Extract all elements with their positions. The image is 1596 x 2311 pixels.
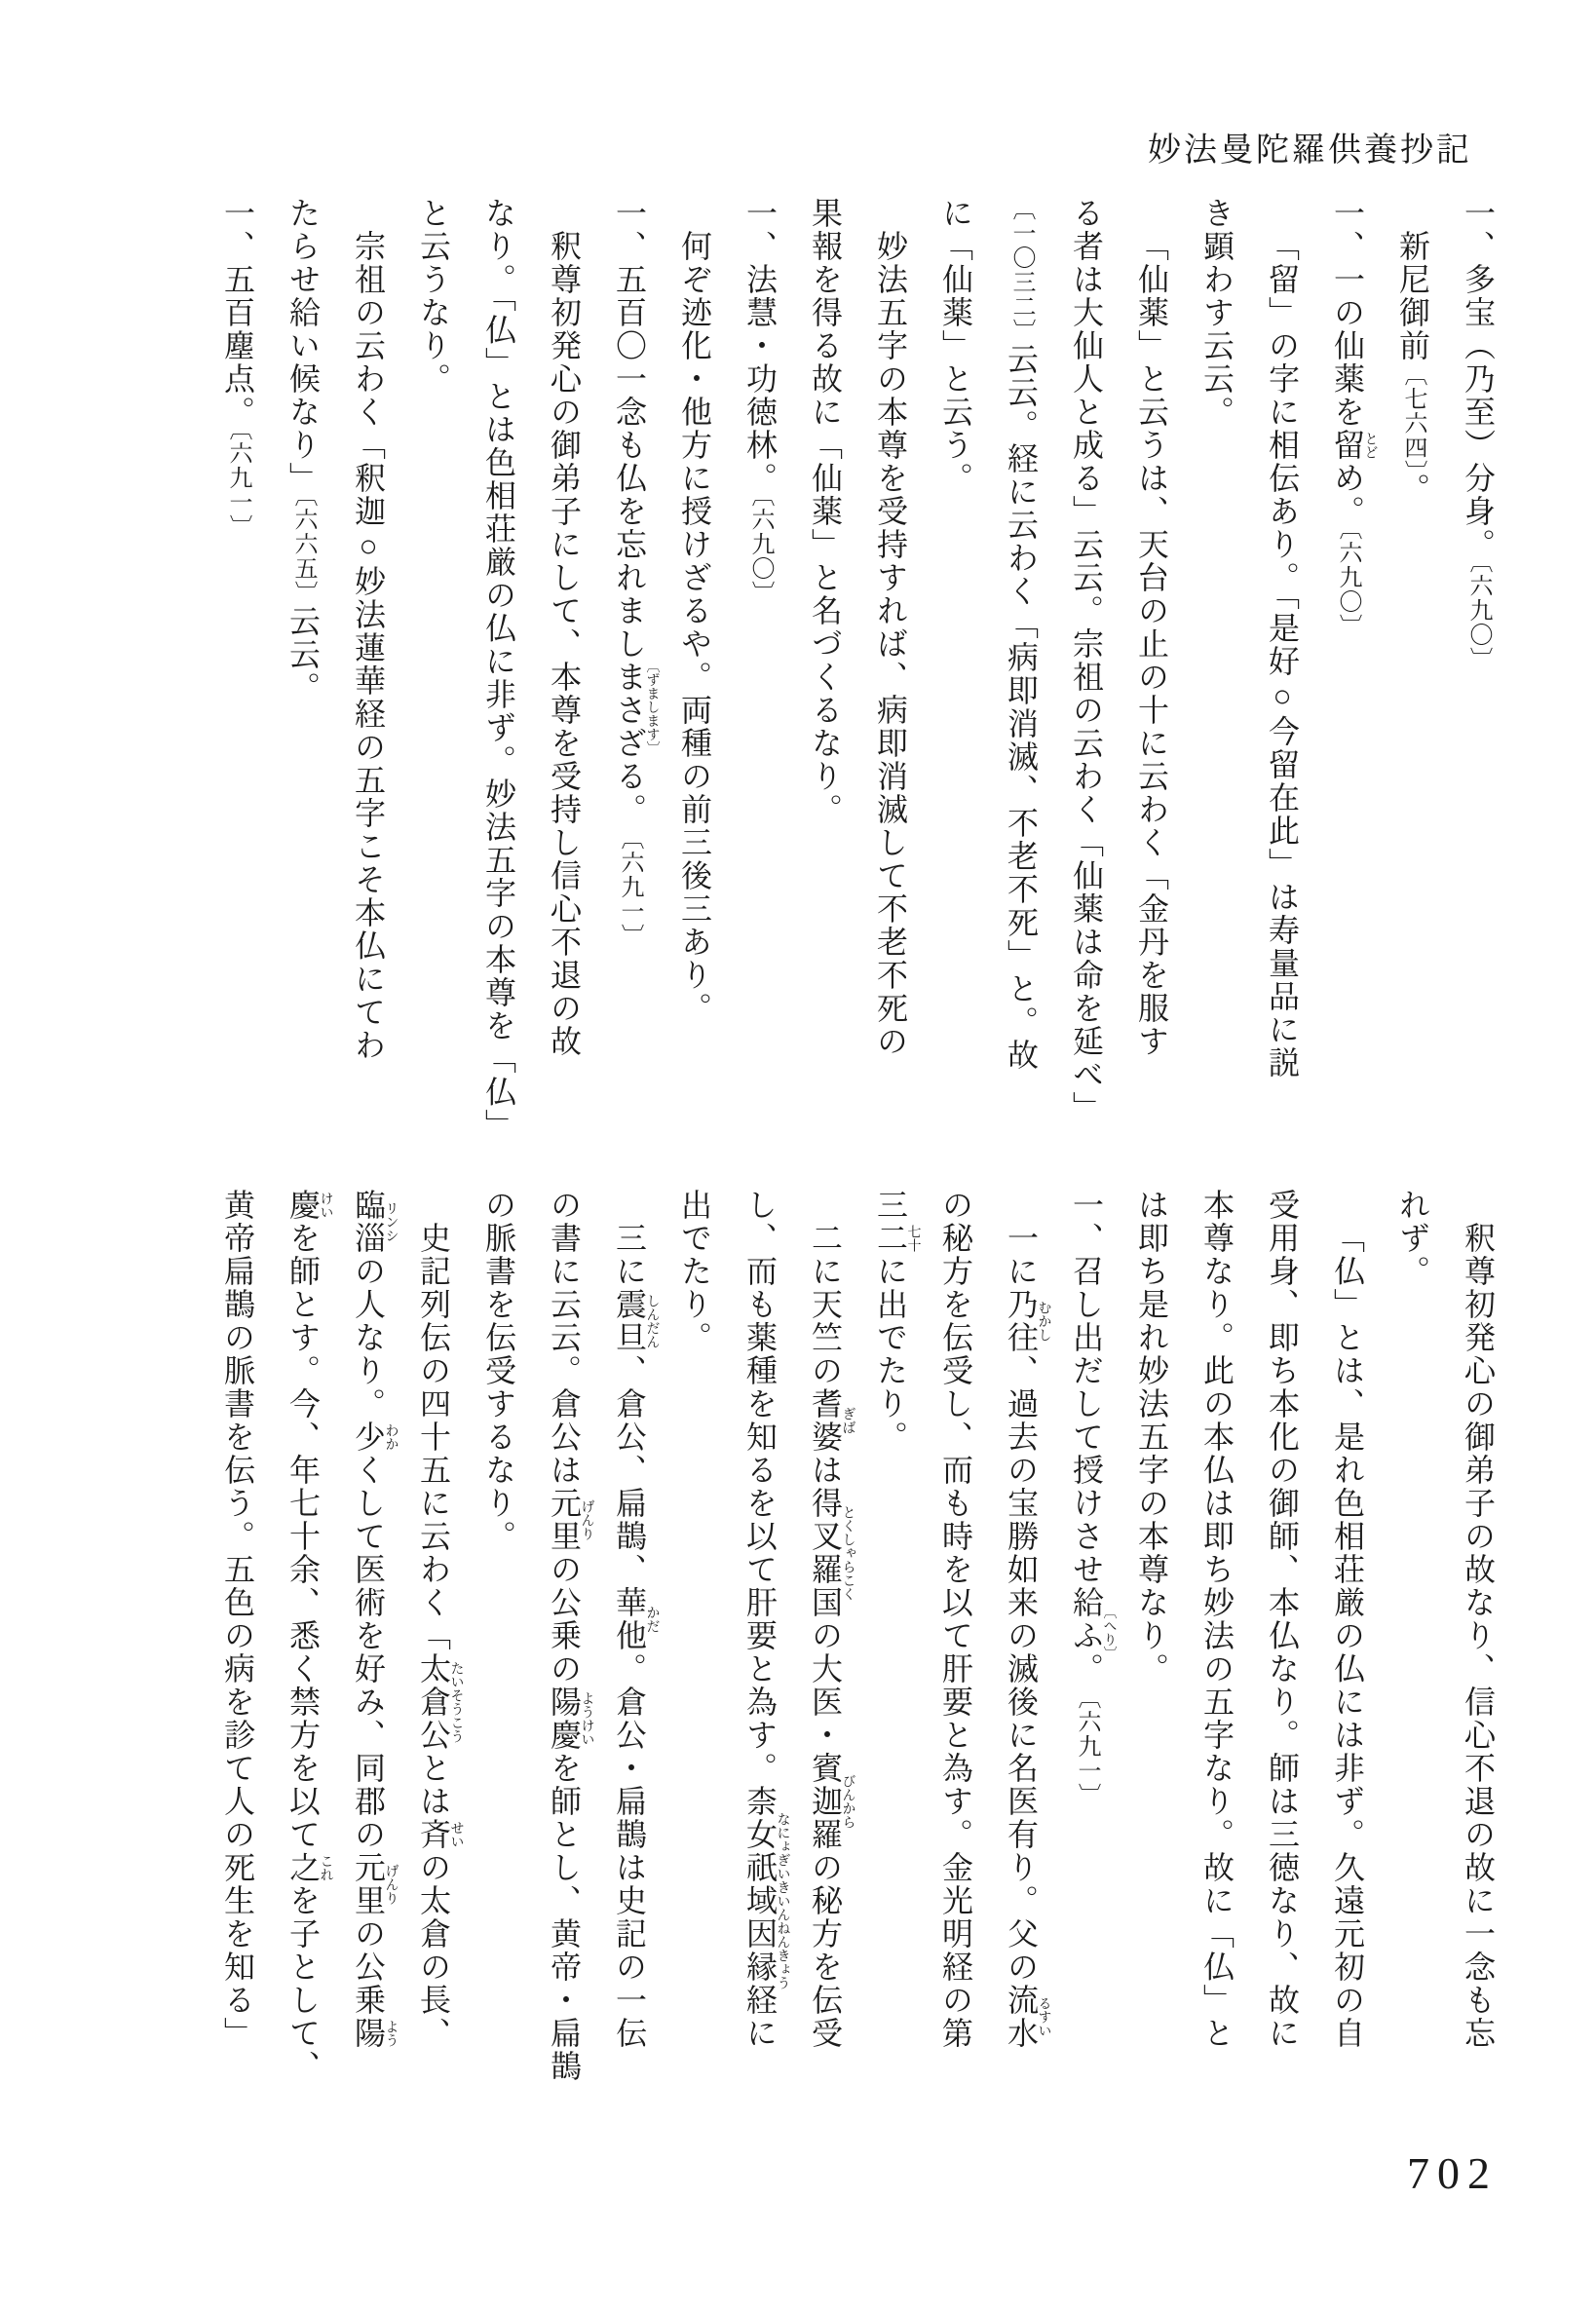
text-column: し、而も薬種を知るを以て肝要と為す。柰女祇域因縁経なにょぎいきいんねんきょうに (742, 1189, 790, 2050)
text-column: 一に乃往むかし、過去の宝勝如来の滅後に名医有り。父の流水るすい (1004, 1222, 1051, 2050)
ruby-annotated-text: 留とど (1330, 429, 1378, 462)
page-reference: 〔六九〇〕 (747, 495, 773, 605)
text-column: 一、一の仙薬を留とどめ。〔六九〇〕 (1330, 197, 1378, 638)
ruby-annotated-text: 陽慶ようけい (547, 1686, 594, 1752)
text-column: 「仙薬」と云うは、天台の止の十に云わく「金丹を服す (1134, 230, 1169, 1058)
text-column: る者は大仙人と成る」云云。宗祖の云わく「仙薬は命を延べ」 (1069, 197, 1104, 1124)
ruby-annotated-text: 華他かだ (612, 1586, 660, 1652)
text-column: 「仏」とは、是れ色相荘厳の仏には非ず。久遠元初の自 (1330, 1222, 1365, 2050)
ruby-annotated-text: 柰女祇域因縁経なにょぎいきいんねんきょう (742, 1785, 790, 2017)
page-reference: 〔六九一〕 (225, 429, 250, 539)
page-reference: 〔七六四〕 (1400, 362, 1425, 473)
text-column: 二に天竺の耆婆ぎばは得叉羅国とくしゃらこくの大医・賓迦羅びんからの秘方を伝受 (808, 1222, 855, 2050)
ruby-annotated-text: 得叉羅国とくしゃらこく (808, 1487, 855, 1619)
page-reference: 〔六九一〕 (1074, 1686, 1099, 1807)
page-number: 702 (1407, 2148, 1498, 2198)
text-column: 釈尊初発心の御弟子にして、本尊を受持し信心不退の故 (547, 230, 582, 1058)
text-column: 一、五百〇一念も仏を忘れましまさざる。〔ずまします〕〔六九一〕 (612, 197, 660, 948)
text-column: の脈書を伝受するなり。 (481, 1189, 516, 1553)
text-column: 史記列伝の四十五に云わく「太倉公たいそうこうとは斉せいの太倉の長、 (416, 1222, 464, 2050)
text-column: 何ぞ迹化・他方に授けざるや。両種の前三後三あり。 (677, 230, 712, 1025)
text-column: 臨淄リンシの人なり。少わかくして医術を好み、同郡の元里げんりの公乗陽よう (351, 1189, 399, 2050)
text-column: 一、召し出だして授けさせ給ふ。〔へり〕〔六九一〕 (1069, 1189, 1117, 1807)
ruby-annotated-text: 之これ (285, 1851, 333, 1884)
text-column: 釈尊初発心の御弟子の故なり、信心不退の故に一念も忘 (1461, 1222, 1496, 2050)
text-column: の秘方を伝受し、而も時を以て肝要と為す。金光明経の第 (938, 1189, 973, 2050)
page-reference: 〔六九〇〕 (1335, 528, 1360, 638)
text-column: 新尼御前〔七六四〕。 (1395, 230, 1430, 506)
ruby-annotated-text: 乃往むかし (1004, 1288, 1051, 1354)
text-column: 妙法五字の本尊を受持すれば、病即消滅して不老不死の (873, 230, 908, 1058)
text-column: 出でたり。 (677, 1189, 712, 1354)
bottom-text-block (185, 1189, 1510, 2231)
text-column: 慶けいを師とす。今、年七十余、悉く禁方を以て之これを子として、 (285, 1189, 333, 2083)
text-column: と云うなり。 (416, 197, 451, 396)
top-text-block (185, 197, 1510, 1171)
ruby-annotated-text: 流水るすい (1004, 1984, 1051, 2050)
text-column: 本尊なり。此の本仏は即ち妙法の五字なり。故に「仏」と (1199, 1189, 1235, 2050)
text-column: 三二七十に出でたり。 (873, 1189, 921, 1454)
text-column: は即ち是れ妙法五字の本尊なり。 (1134, 1189, 1169, 1686)
page-reference: 〔六六五〕 (290, 495, 316, 605)
ruby-annotated-text: 震旦しんだん (612, 1288, 660, 1354)
text-column: 「留」の字に相伝あり。「是好○今留在此」は寿量品に説 (1265, 230, 1300, 1080)
text-column: なり。「仏」とは色相荘厳の仏に非ず。妙法五字の本尊を「仏」 (481, 197, 516, 1142)
running-head-title: 妙法曼陀羅供養抄記 (1148, 133, 1472, 169)
ruby-annotated-text: 少わか (351, 1421, 399, 1454)
text-column: 果報を得る故に「仙薬」と名づくるなり。 (808, 197, 843, 826)
ruby-annotated-text: 賓迦羅びんから (808, 1752, 855, 1851)
text-column: 一、五百塵点。〔六九一〕 (220, 197, 255, 539)
text-column: 〔一〇三二〕云云。経に云わく「病即消滅、不老不死」と。故 (1004, 197, 1039, 1072)
ruby-annotated-text: 斉せい (416, 1818, 464, 1851)
ruby-annotated-text: 耆婆ぎば (808, 1387, 855, 1454)
text-column: 一、法慧・功徳林。〔六九〇〕 (742, 197, 778, 605)
text-column: き顕わす云云。 (1199, 197, 1235, 429)
text-column: 受用身、即ち本化の御師、本仏なり。師は三徳なり、故に (1265, 1189, 1300, 2050)
text-column: 宗祖の云わく「釈迦○妙法蓮華経の五字こそ本仏にてわ (351, 230, 386, 1062)
ruby-annotated-text: 太倉公たいそうこう (416, 1652, 464, 1752)
page-reference: 〔六九〇〕 (1465, 561, 1491, 671)
ruby-annotated-text: 給ふ。〔へり〕 (1069, 1586, 1117, 1686)
ruby-annotated-text: 臨淄リンシ (351, 1189, 399, 1255)
ruby-annotated-text: 元里げんり (351, 1851, 399, 1917)
page-reference: 〔一〇三二〕 (1008, 197, 1034, 343)
ruby-annotated-text: 慶けい (285, 1189, 333, 1222)
ruby-annotated-text: 元里げんり (547, 1487, 594, 1553)
text-column: 三に震旦しんだん、倉公、扁鵲、華他かだ。倉公・扁鵲は史記の一伝 (612, 1222, 660, 2050)
text-column: 一、多宝（乃至）分身。〔六九〇〕 (1461, 197, 1496, 671)
ruby-annotated-text: 陽よう (351, 2017, 399, 2050)
text-column: たらせ給い候なり」〔六六五〕云云。 (285, 197, 321, 704)
ruby-annotated-text: 二七十 (873, 1222, 921, 1255)
ruby-annotated-text: ましまさざる。〔ずまします〕 (612, 594, 660, 826)
text-column: れず。 (1395, 1189, 1430, 1288)
text-column: の書に云云。倉公は元里げんりの公乗の陽慶ようけいを師とし、黄帝・扁鵲 (547, 1189, 594, 2083)
text-column: 黄帝扁鵲の脈書を伝う。五色の病を診て人の死生を知る」 (220, 1189, 255, 2050)
page-reference: 〔六九一〕 (617, 826, 642, 948)
text-column: に「仙薬」と云う。 (938, 197, 973, 495)
